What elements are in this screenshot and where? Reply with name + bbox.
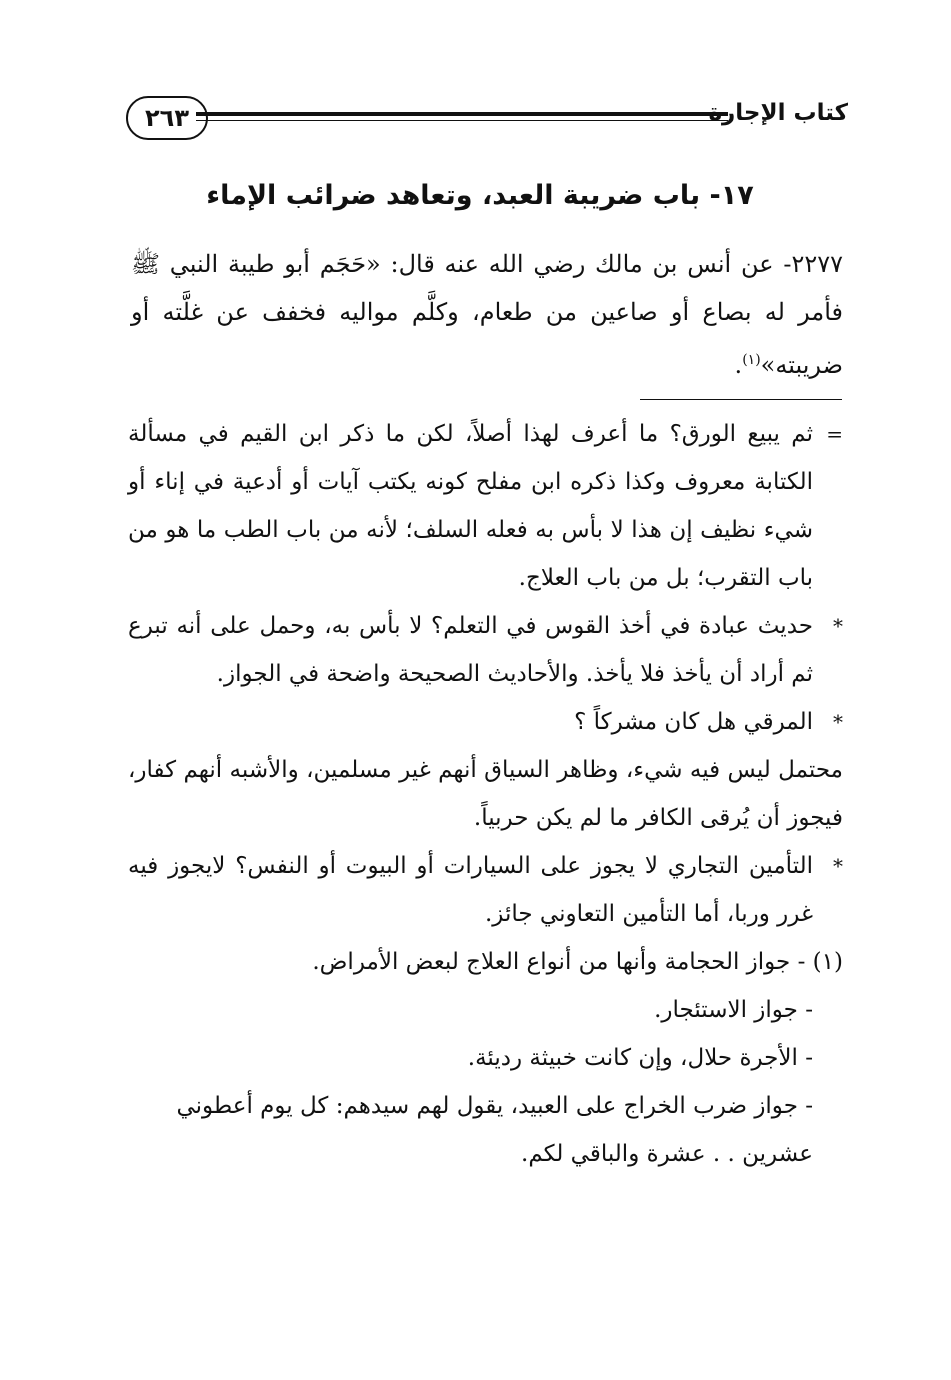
note-ubada: [128, 602, 843, 698]
footnote-ref: (١): [742, 352, 761, 368]
page-number: ٢٦٣: [126, 96, 208, 140]
asterisk-icon: *: [833, 614, 843, 638]
note-text: التأمين التجاري لا يجوز على السيارات أو البيوت أو النفس؟ لايجوز فيه غرر وربا، أما التأمين التعاوني جائز.: [128, 853, 813, 927]
hadith-text: [131, 240, 843, 389]
benefit-item: - الأجرة حلال، وإن كانت خبيثة رديئة.: [467, 1045, 813, 1071]
footnote-continuation: [128, 410, 843, 602]
running-header: [126, 96, 848, 146]
note-insurance: [128, 842, 843, 938]
hadith-end: .: [734, 351, 743, 379]
note-answer: محتمل ليس فيه شيء، وظاهر السياق أنهم غير مسلمين، والأشبه أنهم كفار، فيجوز أن يُرقى الكافر ما لم يكن حربياً.: [128, 757, 843, 831]
benefit-item: - جواز الاستئجار.: [654, 997, 813, 1023]
asterisk-icon: *: [833, 710, 843, 734]
footnotes: [128, 410, 843, 1178]
benefit-text: - جواز الحجامة وأنها من أنواع العلاج لبعض الأمراض.: [312, 949, 806, 975]
continuation-mark: =: [826, 422, 843, 446]
footnote-separator: [640, 399, 842, 400]
note-text: حديث عبادة في أخذ القوس في التعلم؟ لا بأس به، وحمل على أنه تبرع ثم أراد أن يأخذ فلا يأخذ. والأحاديث الصحيحة واضحة في الجواز.: [128, 613, 813, 687]
header-rule: [196, 112, 728, 121]
hadith-number: ٢٢٧٧-: [783, 250, 843, 278]
continuation-text: ثم يبيع الورق؟ ما أعرف لهذا أصلاً، لكن ما ذكر ابن القيم في مسألة الكتابة معروف وكذا ذكره ابن مفلح كونه يكتب آيات أو أدعية في إناء أو شيء نظيف إن هذا لا بأس به فعله السلف؛ لأنه من باب الطب ما هو من باب التقرب؛ بل من باب العلاج.: [128, 421, 813, 591]
benefits-ref: (١): [812, 949, 843, 975]
benefit-item: [128, 938, 843, 986]
book-title: كتاب الإجارة: [708, 100, 848, 126]
hadith-body: عن أنس بن مالك رضي الله عنه قال: «حَجَم أبو طيبة النبي ﷺ فأمر له بصاع أو صاعين من طعام، وكلَّم مواليه فخفف عن غلَّته أو ضريبته»: [131, 250, 843, 379]
asterisk-icon: *: [833, 854, 843, 878]
note-question: [128, 698, 843, 746]
note-text: المرقي هل كان مشركاً ؟: [574, 709, 813, 735]
benefit-item: - جواز ضرب الخراج على العبيد، يقول لهم سيدهم: كل يوم أعطوني عشرين . . عشرة والباقي لكم.: [176, 1093, 813, 1167]
chapter-title: ١٧- باب ضريبة العبد، وتعاهد ضرائب الإماء: [206, 180, 754, 211]
